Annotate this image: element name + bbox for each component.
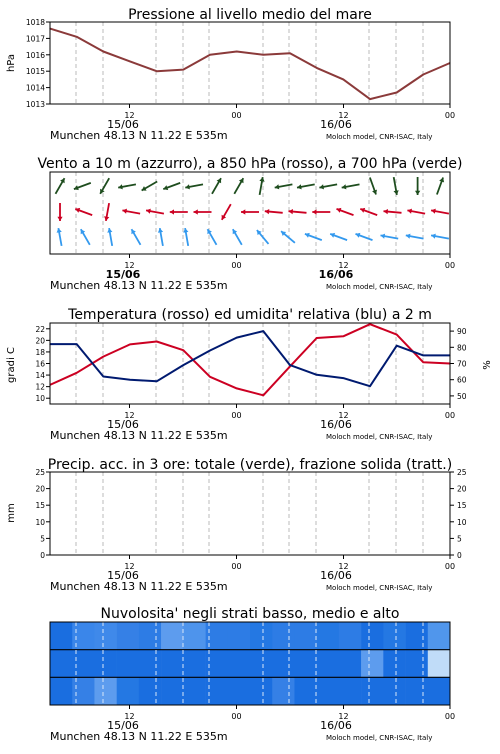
x-tick-label: 00 (444, 111, 456, 120)
y-tick-label: 0 (40, 551, 45, 560)
x-date-label: 16/06 (320, 118, 352, 131)
y-tick-label: 5 (40, 534, 45, 544)
pressure-plot-frame (50, 22, 450, 104)
cloud-cell (117, 622, 140, 650)
pressure-line-point (396, 92, 397, 93)
y-tick-label: 20 (35, 484, 45, 494)
cloud-cell (361, 622, 384, 650)
cloud-cell (94, 622, 117, 650)
x-tick-label: 00 (444, 411, 456, 420)
temperature-line-point (183, 350, 184, 351)
panel-title: Temperatura (rosso) ed umidita' relativa (blu) a 2 m (68, 307, 432, 323)
humidity-line-point (209, 350, 210, 351)
x-tick-label: 00 (231, 261, 242, 270)
y-tick-label: 20 (35, 336, 45, 346)
credit-label: Moloch model, CNR-ISAC, Italy (326, 283, 433, 291)
cloud-cell (294, 650, 317, 678)
temperature-line-point (263, 395, 264, 396)
x-tick-label: 00 (444, 562, 456, 571)
y-right-tick-label: 70 (457, 359, 467, 369)
pressure-line-point (183, 69, 184, 70)
cloud-cell (361, 677, 384, 705)
cloud-cell (94, 677, 117, 705)
x-tick-label: 00 (231, 411, 242, 420)
wind-850hpa-arrow-head (57, 217, 62, 221)
cloud-cell (272, 650, 295, 678)
cloud-cell (161, 622, 184, 650)
credit-label: Moloch model, CNR-ISAC, Italy (326, 133, 433, 141)
pressure-line-point (423, 74, 424, 75)
cloud-cell (272, 622, 295, 650)
cloud-cell (294, 677, 317, 705)
cloud-cell (228, 650, 251, 678)
x-tick-label: 00 (444, 712, 456, 721)
humidity-line-point (129, 379, 130, 380)
y-right-tick-label: 15 (457, 501, 467, 511)
pressure-line (50, 29, 450, 100)
x-date-label: 15/06 (107, 418, 139, 431)
cloud-cell (406, 622, 429, 650)
pressure-line-point (289, 53, 290, 54)
pressure-line-point (209, 54, 210, 55)
temperature-line-point (236, 388, 237, 389)
x-tick-label: 00 (231, 111, 242, 120)
x-date-label: 16/06 (320, 418, 352, 431)
x-tick-label: 00 (231, 712, 242, 721)
x-date-label: 15/06 (105, 268, 141, 281)
pressure-line-point (236, 51, 237, 52)
y-tick-label: 16 (35, 359, 45, 369)
credit-label: Moloch model, CNR-ISAC, Italy (326, 584, 433, 592)
cloud-cell (117, 677, 140, 705)
station-label: Munchen 48.13 N 11.22 E 535m (50, 580, 228, 593)
x-tick-label: 12 (338, 712, 349, 721)
y-tick-label: 14 (35, 371, 45, 381)
temperature-line-point (316, 337, 317, 338)
cloud-cell (50, 650, 73, 678)
wind-850hpa-arrow-head (194, 209, 198, 214)
cloud-cell (94, 650, 117, 678)
cloud-cell (161, 677, 184, 705)
cloud-cell (250, 622, 273, 650)
y-tick-label: 15 (35, 501, 45, 511)
x-date-label: 15/06 (107, 569, 139, 582)
station-label: Munchen 48.13 N 11.22 E 535m (50, 429, 228, 442)
cloud-cell (317, 622, 340, 650)
credit-label: Moloch model, CNR-ISAC, Italy (326, 433, 433, 441)
x-date-label: 16/06 (320, 719, 352, 732)
pressure-line-point (156, 71, 157, 72)
y-right-tick-label: 20 (457, 484, 467, 494)
y-tick-label: 1016 (25, 50, 45, 60)
humidity-line-point (423, 355, 424, 356)
humidity-line-point (289, 365, 290, 366)
cloud-cell (428, 677, 451, 705)
y-tick-label: 10 (35, 394, 45, 404)
cloud-cell (139, 622, 162, 650)
cloud-cell (428, 622, 451, 650)
humidity-line-point (343, 378, 344, 379)
cloud-cell (294, 622, 317, 650)
y-right-tick-label: 5 (457, 534, 462, 544)
pressure-line-point (103, 51, 104, 52)
cloud-cell (406, 677, 429, 705)
wind-850hpa-arrow-head (170, 209, 174, 214)
cloud-cell (139, 650, 162, 678)
humidity-line-point (156, 381, 157, 382)
y-tick-label: 1017 (25, 34, 45, 44)
wind-850hpa-arrow-head (312, 209, 316, 214)
y-tick-label: 12 (35, 382, 45, 392)
x-tick-label: 12 (338, 261, 349, 270)
cloud-cell (406, 650, 429, 678)
station-label: Munchen 48.13 N 11.22 E 535m (50, 730, 228, 743)
humidity-line-point (369, 386, 370, 387)
humidity-line-point (236, 337, 237, 338)
panel-title: Pressione al livello medio del mare (128, 7, 372, 23)
cloud-cell (272, 677, 295, 705)
x-tick-label: 12 (124, 111, 135, 120)
humidity-line-point (76, 344, 77, 345)
pressure-line-point (263, 54, 264, 55)
cloud-cell (428, 650, 451, 678)
cloud-cell (250, 677, 273, 705)
y-tick-label: 1018 (25, 18, 45, 27)
cloud-cell (250, 650, 273, 678)
y-tick-label: 1013 (25, 100, 45, 109)
pressure-line-point (343, 79, 344, 80)
wind-700hpa-arrow-head (415, 191, 420, 195)
y-right-tick-label: 10 (457, 517, 467, 527)
cloud-cell (139, 677, 162, 705)
station-label: Munchen 48.13 N 11.22 E 535m (50, 279, 228, 292)
x-date-label: 15/06 (107, 719, 139, 732)
x-tick-label: 12 (124, 562, 135, 571)
x-date-label: 16/06 (318, 268, 354, 281)
pressure-line-point (76, 36, 77, 37)
x-tick-label: 00 (231, 562, 242, 571)
cloud-cell (317, 650, 340, 678)
cloud-cell (228, 677, 251, 705)
y-right-tick-label: 50 (457, 391, 467, 401)
x-date-label: 15/06 (107, 118, 139, 131)
temperature-line-point (129, 344, 130, 345)
pressure-line-point (129, 61, 130, 62)
y-tick-label: 1015 (25, 67, 45, 77)
x-tick-label: 12 (338, 111, 349, 120)
y-tick-label: 1014 (25, 83, 45, 93)
y-right-tick-label: 60 (457, 375, 467, 385)
x-tick-label: 12 (338, 411, 349, 420)
x-tick-label: 12 (338, 562, 349, 571)
humidity-line-point (183, 365, 184, 366)
y-right-tick-label: 80 (457, 343, 467, 353)
cloud-cell (50, 622, 73, 650)
cloud-cell (228, 622, 251, 650)
panel-title: Nuvolosita' negli strati basso, medio e alto (100, 606, 400, 622)
y-right-axis-label: % (482, 360, 493, 370)
wind-plot-frame (50, 172, 450, 254)
station-label: Munchen 48.13 N 11.22 E 535m (50, 129, 228, 142)
y-tick-label: 18 (35, 347, 45, 357)
cloud-cell (339, 650, 362, 678)
x-tick-label: 12 (124, 712, 135, 721)
cloud-cell (339, 622, 362, 650)
temperature-line-point (343, 336, 344, 337)
humidity-line-point (316, 374, 317, 375)
temperature-line-point (209, 376, 210, 377)
temperature-line-point (369, 324, 370, 325)
cloud-cell (317, 677, 340, 705)
y-axis-label: mm (6, 503, 17, 523)
wind-850hpa-arrow-head (384, 209, 389, 214)
panel-title: Vento a 10 m (azzurro), a 850 hPa (rosso), a 700 hPa (verde) (37, 156, 463, 172)
humidity-line-point (103, 376, 104, 377)
x-tick-label: 12 (124, 411, 135, 420)
credit-label: Moloch model, CNR-ISAC, Italy (326, 734, 433, 742)
x-date-label: 16/06 (320, 569, 352, 582)
precip-plot-frame (50, 472, 450, 555)
pressure-line-point (369, 99, 370, 100)
temperature-line-point (76, 372, 77, 373)
cloud-cell (383, 622, 406, 650)
cloud-cell (183, 650, 206, 678)
y-right-tick-label: 90 (457, 327, 467, 337)
temperature-line-point (423, 362, 424, 363)
cloud-cell (117, 650, 140, 678)
cloud-cell (161, 650, 184, 678)
y-axis-label: hPa (6, 53, 17, 73)
temperature-line-point (156, 341, 157, 342)
y-axis-label: gradi C (6, 347, 17, 383)
cloud-cell (50, 677, 73, 705)
humidity-line-point (396, 345, 397, 346)
cloud-cell (383, 677, 406, 705)
y-right-tick-label: 25 (457, 468, 467, 477)
humidity-line (50, 331, 450, 386)
y-tick-label: 25 (35, 468, 45, 477)
temperature-line-point (103, 356, 104, 357)
humidity-line-point (263, 331, 264, 332)
x-tick-label: 00 (444, 261, 456, 270)
wind-850hpa-arrow-head (241, 209, 245, 214)
cloud-cell (361, 650, 384, 678)
y-right-tick-label: 0 (457, 551, 462, 560)
y-tick-label: 22 (35, 324, 45, 334)
cloud-cell (339, 677, 362, 705)
panel-title: Precip. acc. in 3 ore: totale (verde), frazione solida (tratt.) (47, 457, 453, 473)
wind-850hpa-arrow-head (265, 209, 270, 214)
y-tick-label: 10 (35, 517, 45, 527)
pressure-line-point (316, 67, 317, 68)
temperature-line-point (396, 334, 397, 335)
x-tick-label: 12 (124, 261, 135, 270)
cloud-cell (383, 650, 406, 678)
cloud-cell (183, 677, 206, 705)
cloud-cell (183, 622, 206, 650)
